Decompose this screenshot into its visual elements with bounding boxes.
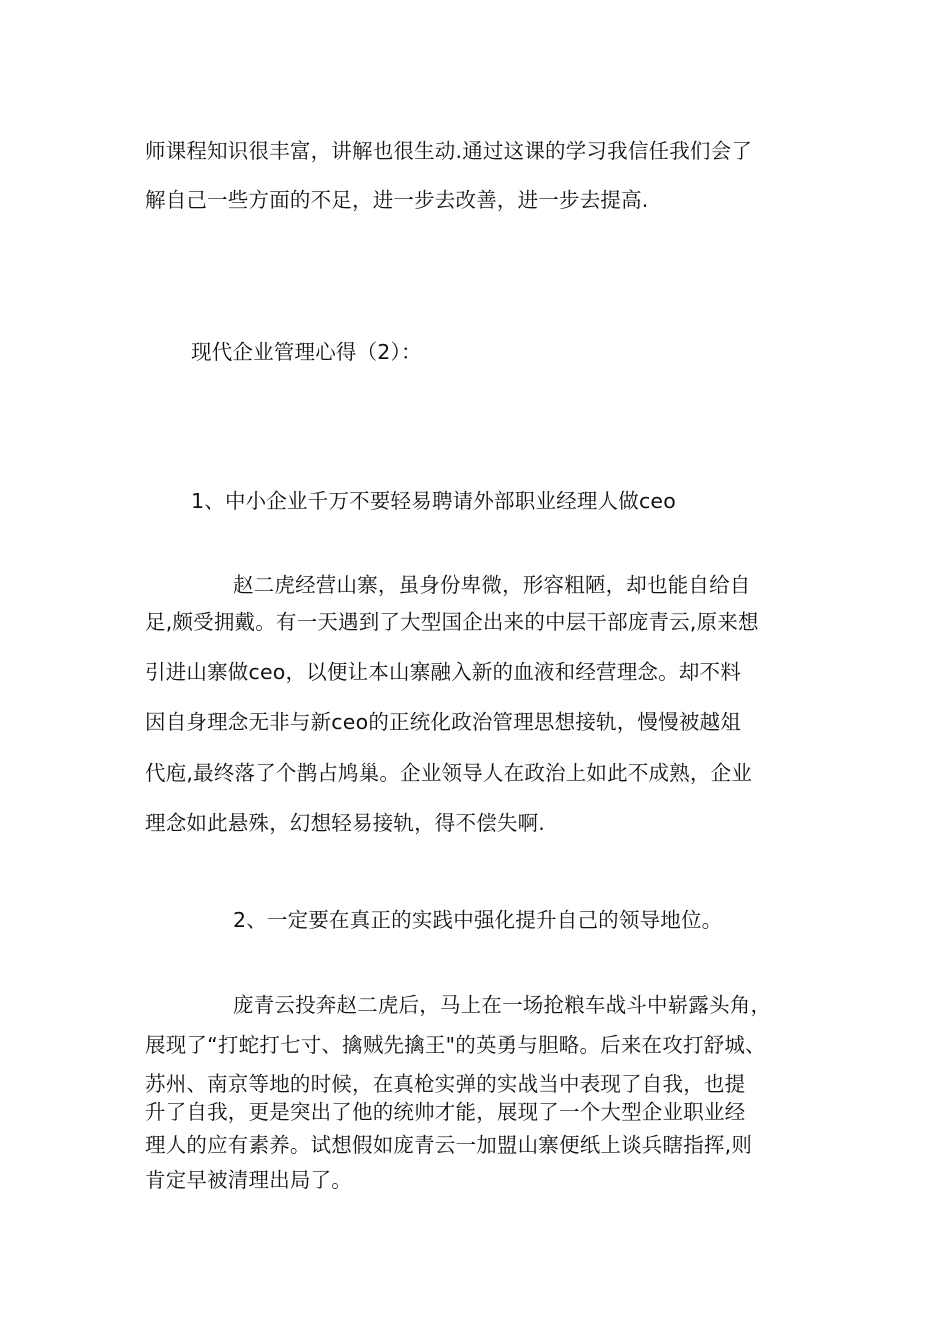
point2-line-5: 理人的应有素养。试想假如庞青云一加盟山寨便纸上谈兵瞎指挥,则 [145,1133,753,1157]
point1-line-1: 赵二虎经营山寨，虽身份卑微，形容粗陋，却也能自给自 [233,573,751,597]
point1-line-4: 因自身理念无非与新ceo的正统化政治管理思想接轨，慢慢被越俎 [145,710,741,734]
point2-line-2: 展现了“打蛇打七寸、擒贼先擒王"的英勇与胆略。后来在攻打舒城、 [145,1033,766,1057]
point1-line-5: 代庖,最终落了个鹊占鸠巢。企业领导人在政治上如此不成熟，企业 [145,761,753,785]
intro-line-1: 师课程知识很丰富，讲解也很生动.通过这课的学习我信任我们会了 [145,139,753,163]
point2-line-1: 庞青云投奔赵二虎后，马上在一场抢粮车战斗中崭露头角， [233,993,772,1017]
point1-line-3: 引进山寨做ceo，以便让本山寨融入新的血液和经营理念。却不料 [145,660,741,684]
intro-line-2: 解自己一些方面的不足，进一步去改善，进一步去提高. [145,188,649,212]
point1-line-2: 足,颇受拥戴。有一天遇到了大型国企出来的中层干部庞青云,原来想 [145,610,759,634]
point2-line-4: 升了自我，更是突出了他的统帅才能，展现了一个大型企业职业经 [145,1100,746,1124]
point2-line-6: 肯定早被清理出局了。 [145,1168,352,1192]
point2-line-3: 苏州、南京等地的时候，在真枪实弹的实战当中表现了自我，也提 [145,1072,746,1096]
point1-line-6: 理念如此悬殊，幻想轻易接轨，得不偿失啊. [145,811,546,835]
point2-heading: 2、一定要在真正的实践中强化提升自己的领导地位。 [233,908,723,932]
section-title: 现代企业管理心得（2）： [191,340,422,364]
point1-heading: 1、中小企业千万不要轻易聘请外部职业经理人做ceo [191,489,676,513]
